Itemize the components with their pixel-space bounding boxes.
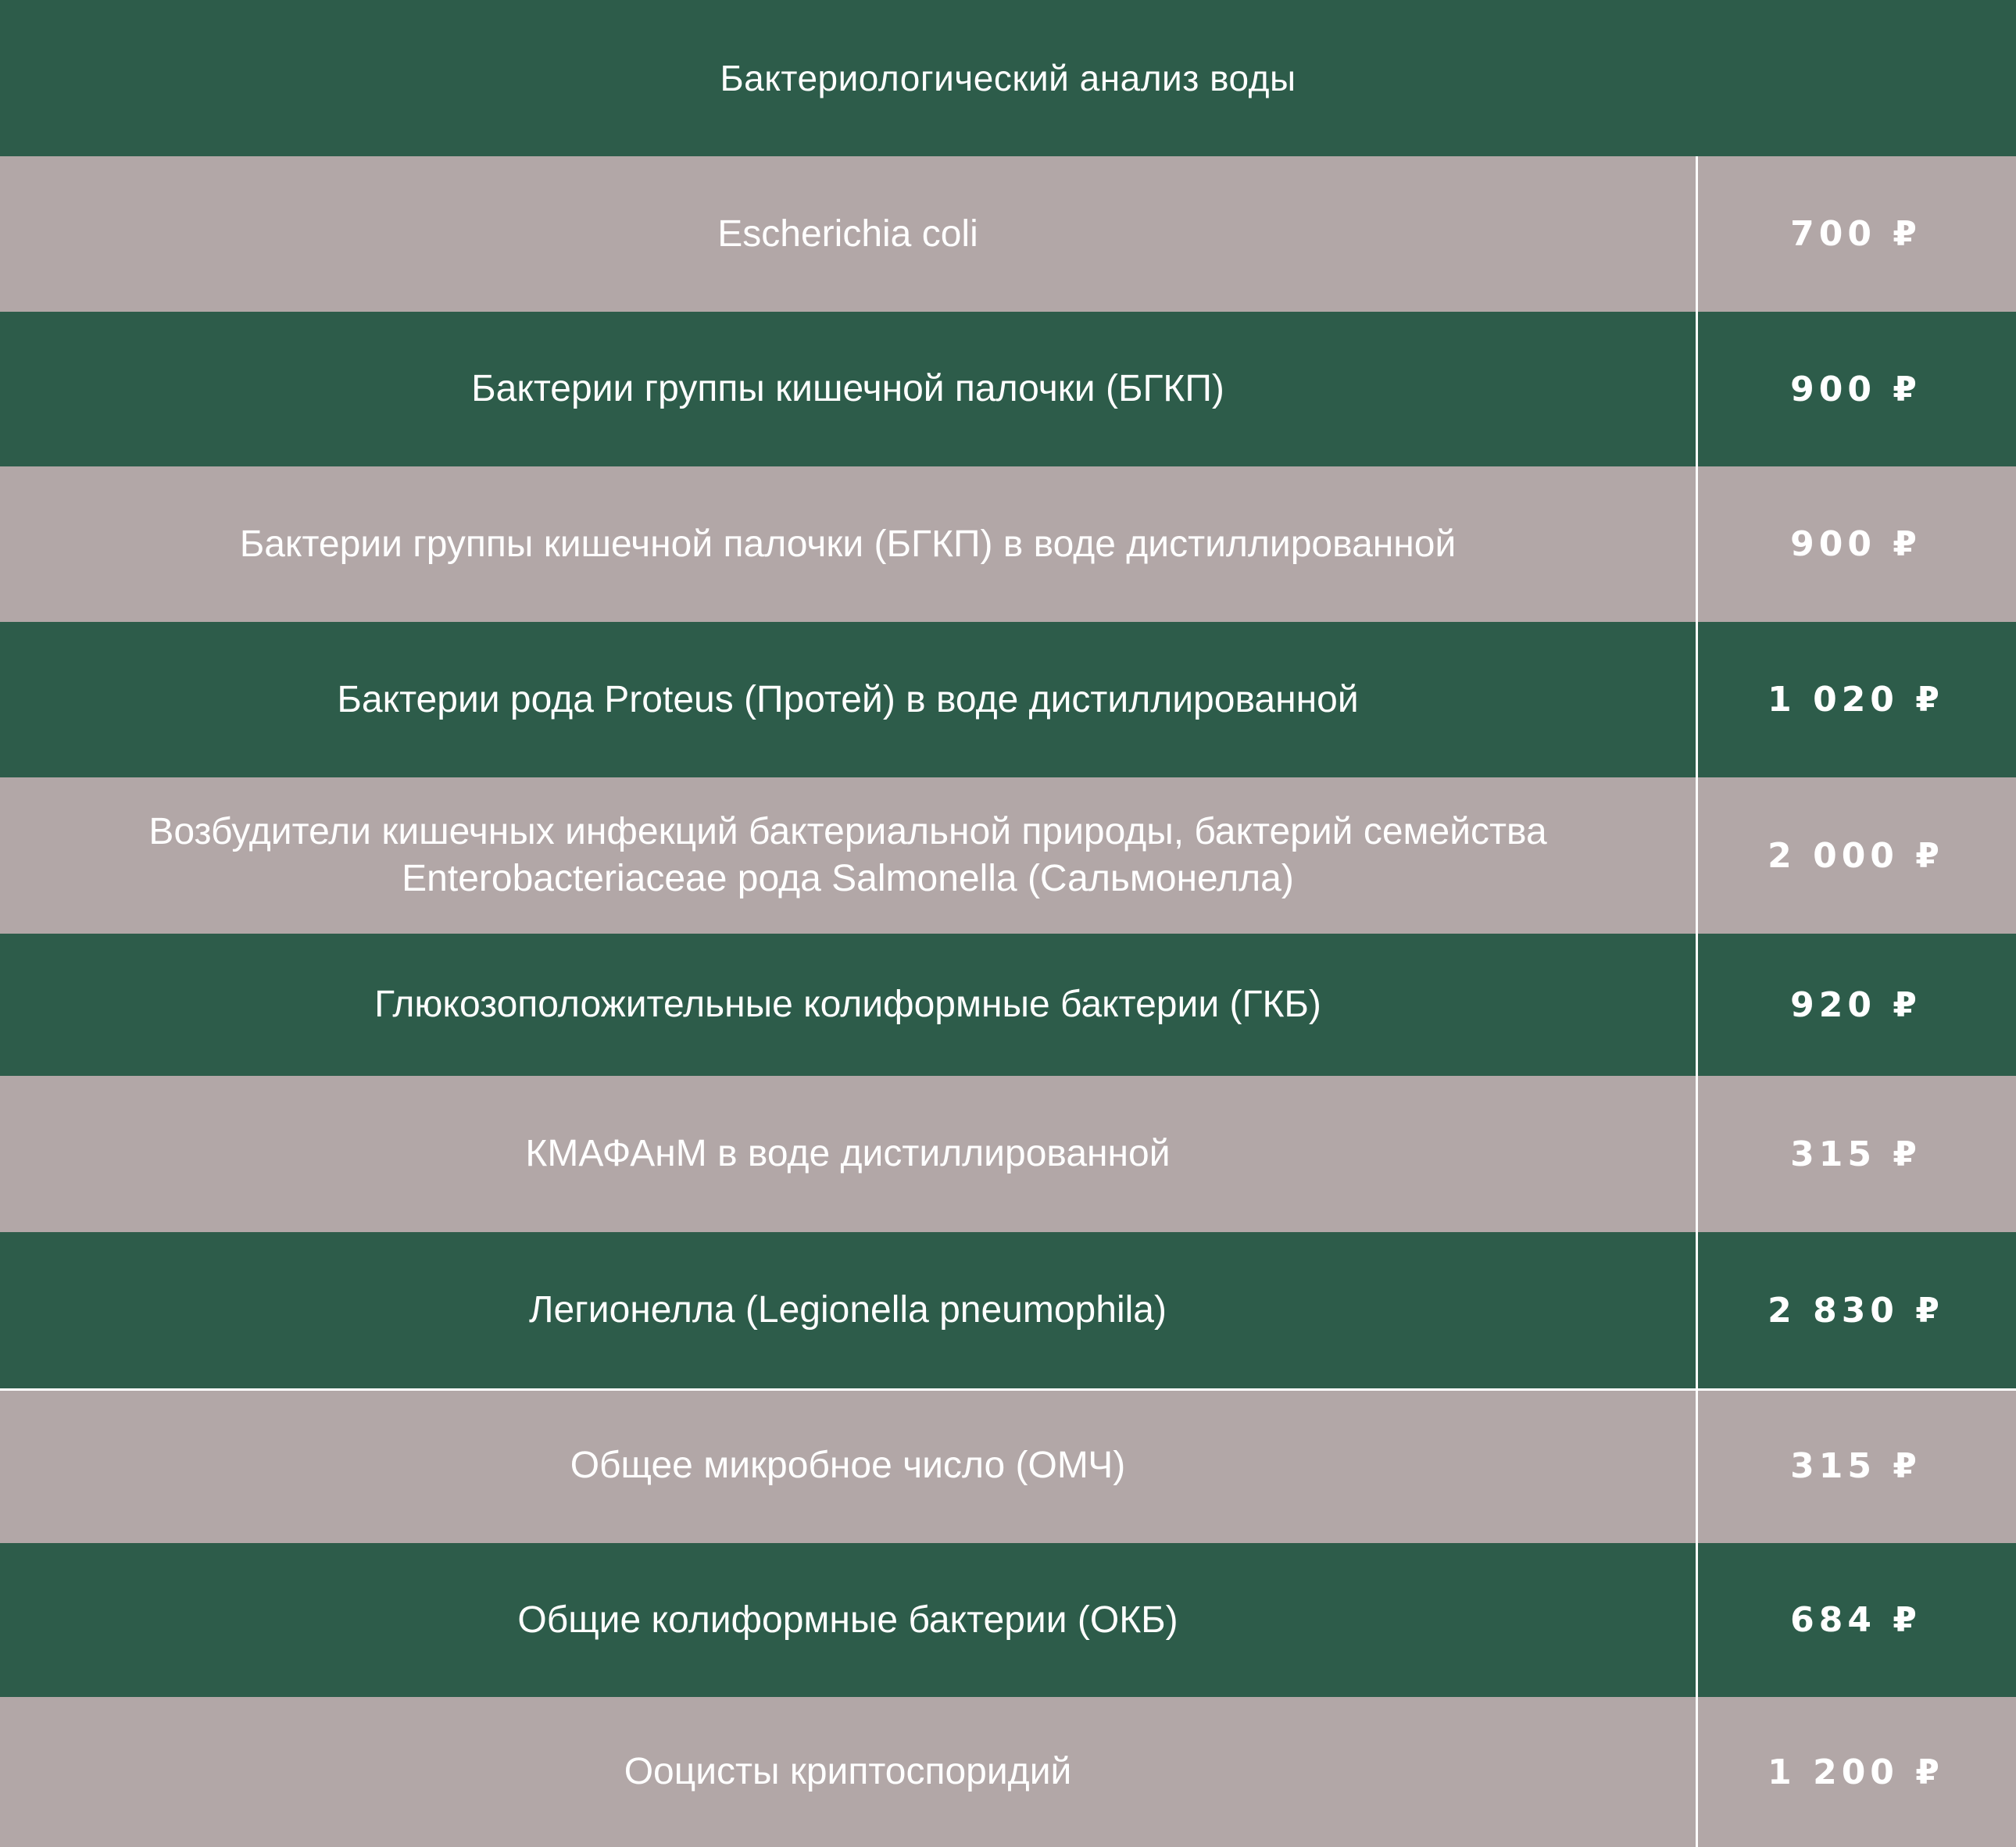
analysis-name: Бактерии рода Proteus (Протей) в воде дистиллированной [337,678,1359,720]
analysis-price: 2 000 ₽ [1768,835,1944,876]
table-row [0,1697,2016,1847]
table-row [0,1232,2016,1388]
analysis-name: Бактерии группы кишечной палочки (БГКП) в воде дистиллированной [239,523,1457,565]
analysis-price: 315 ₽ [1790,1445,1921,1486]
table-row [0,934,2016,1076]
row-divider [0,1388,2016,1391]
table-header [0,0,2016,156]
table-row [0,466,2016,622]
analysis-price: 1 020 ₽ [1768,680,1944,720]
table-title: Бактериологический анализ воды [720,58,1296,98]
table-row [0,777,2016,934]
analysis-price: 700 ₽ [1790,214,1921,254]
analysis-name: Общее микробное число (ОМЧ) [570,1445,1126,1486]
analysis-price: 1 200 ₽ [1768,1752,1944,1792]
analysis-name: Escherichia coli [717,213,978,255]
table-row [0,1388,2016,1543]
analysis-price: 684 ₽ [1790,1600,1921,1640]
table-row [0,156,2016,312]
table-row [0,312,2016,466]
table-row [0,1076,2016,1232]
table-row [0,622,2016,777]
analysis-name: КМАФАнМ в воде дистиллированной [525,1133,1171,1174]
analysis-price: 900 ₽ [1790,369,1921,409]
table-row [0,1543,2016,1697]
analysis-name: Возбудители кишечных инфекций бактериальной природы, бактерий семейства Enterobacteriaceae рода Salmonella (Сальмонелла) [148,811,1547,899]
analysis-price: 920 ₽ [1790,984,1921,1025]
analysis-price: 315 ₽ [1790,1134,1921,1174]
analysis-name: Ооцисты криптоспоридий [624,1751,1072,1792]
analysis-name: Легионелла (Legionella pneumophila) [529,1289,1167,1331]
analysis-name: Бактерии группы кишечной палочки (БГКП) [471,368,1224,409]
column-divider [1696,156,1698,1847]
analysis-name: Общие колиформные бактерии (ОКБ) [517,1599,1178,1641]
analysis-price: 2 830 ₽ [1768,1290,1944,1331]
analysis-price: 900 ₽ [1790,524,1921,564]
analysis-name: Глюкозоположительные колиформные бактерии (ГКБ) [374,984,1321,1025]
